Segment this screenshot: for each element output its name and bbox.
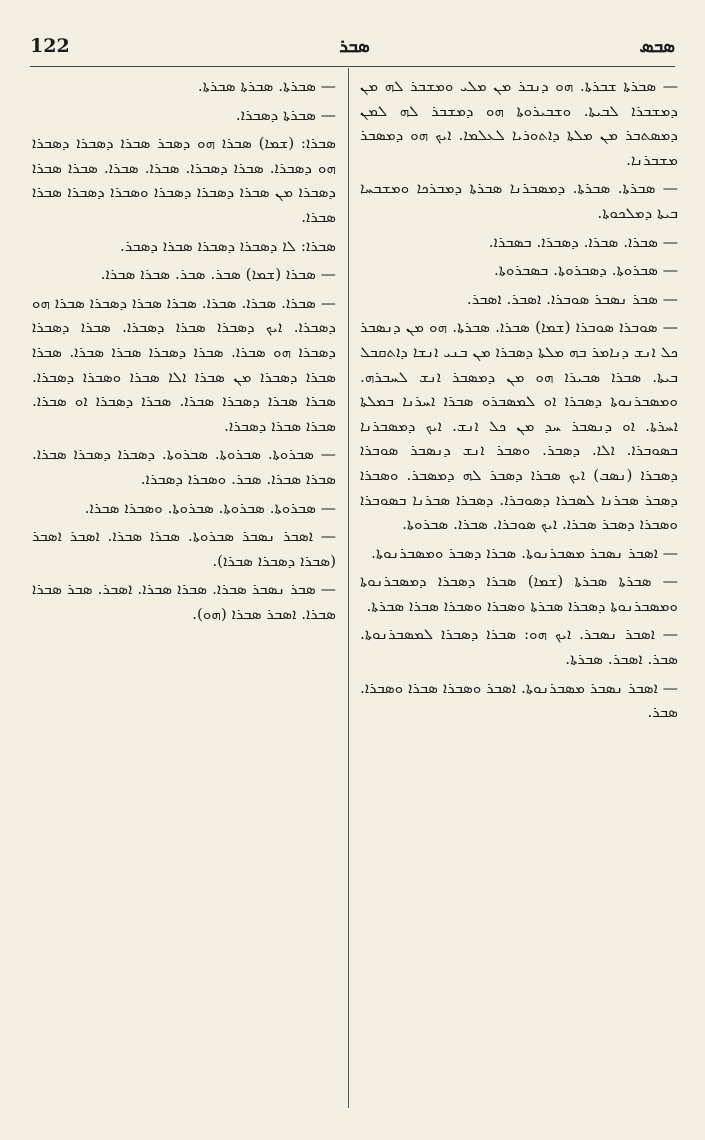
dictionary-entry: — ܣܒܪ ܢܣܒܪ ܣܘܒܪܐ. ܐܣܒܪ. ܐܣܒܪ.: [466, 289, 678, 308]
dictionary-entry: — ܣܒܪܘܬܐ. ܣܒܪܘܬܐ. ܣܒܪܘܬܐ. ܘܣܒܪܐ ܣܒܪܐ.: [84, 498, 336, 517]
right-column: [360, 74, 678, 729]
running-head-center: ܣܒܪ: [339, 35, 370, 57]
page-header: [30, 26, 675, 66]
dictionary-entry: — ܐܣܒܪ ܢܣܒܪ ܡܣܒܪܢܘܬܐ. ܣܒܪܐ ܕܣܒܪ ܘܡܣܒܪܢܘܬܐ.: [371, 543, 678, 562]
header-rule: [30, 66, 675, 67]
dictionary-entry: — ܣܒܪܬܐ. ܣܒܪܬܐ. ܕܡܣܒܪܢܐ ܣܒܪܬܐ ܕܡܒܪܟܐ ܘܡܫܒܚܐ ܒܝܬܐ ܕܡܠܟܘܬܐ.: [360, 179, 678, 222]
dictionary-entry: — ܣܒܪܘܬܐ. ܣܒܪܘܬܐ. ܣܒܪܘܬܐ. ܕܣܒܪܐ ܕܣܒܪܐ ܣܒܪܐ. ܣܒܪܐ ܣܒܪܐ. ܣܒܪ. ܘܣܒܪܐ ܕܣܒܪܐ.: [32, 445, 336, 488]
running-head-right: ܣܒܣ: [639, 35, 675, 57]
dictionary-entry: — ܐܣܒܪ ܢܣܒܪ ܡܣܒܪܢܘܬܐ. ܐܣܒܪ ܘܣܒܪܐ ܣܒܪܐ ܘܣܒܪܐ. ܣܒܪ.: [360, 678, 678, 722]
dictionary-entry: — ܣܒܪܬܐ ܕܣܒܪܐ.: [235, 105, 336, 124]
dictionary-entry: — ܣܒܪܬܐ ܫܒܪܬܐ. ܗܘ ܕܢܒܪ ܡܢ ܡܠܝ ܘܡܫܒܪ ܠܗ ܡܢ ܕܡܫܒܪܐ ܠܒܝܬܐ. ܘܫܒܝܪܘܬܐ ܗܘ ܕܡܫܒܪ ܠܗ ܠܡܢ ܕܡܣܬܒܪ ܡܢ ܡܠܬܐ ܕܐܬܘܪܝܐ ܠܥܠܡܐ. ܐܝܟ ܗܘ ܕܡܣܒܪ ܡܫܒܪܢܐ.: [360, 77, 678, 169]
dictionary-entry: — ܐܣܒܪ ܢܣܒܪ. ܐܝܟ ܗܘ: ܣܒܪܐ ܕܣܒܪܐ ܠܡܣܒܪܢܘܬܐ. ܣܒܪ. ܐܣܒܪ. ܣܒܪܬܐ.: [360, 625, 678, 669]
left-column: [32, 74, 336, 630]
dictionary-entry: — ܣܒܪܐ. ܣܒܪܐ. ܣܒܪܐ. ܣܒܪܐ ܣܒܪܐ ܕܣܒܪܐ ܣܒܪܐ ܗܘ ܕܣܒܪܐ. ܐܝܟ ܕܣܒܪܐ ܣܒܪܐ ܕܣܒܪܐ. ܣܒܪܐ ܕܣܒܪܐ ܕܣܒܪܐ ܗܘ ܣܒܪܐ. ܣܒܪܐ ܕܣܒܪܐ ܣܒܪܐ ܣܒܪܐ. ܣܒܪܐ ܣܒܪܐ ܕܣܒܪܐ ܡܢ ܣܒܪܐ ܐܠܐ ܣܒܪܐ ܘܣܒܪܐ ܕܣܒܪܐ. ܣܒܪܐ ܣܒܪܐ ܕܣܒܪܐ ܣܒܪܐ. ܣܒܪܐ ܕܣܒܪܐ ܐܘ ܣܒܪܐ. ܣܒܪܐ ܣܒܪܐ ܕܣܒܪܐ.: [32, 293, 336, 435]
dictionary-entry: — ܣܒܪܐ. ܣܒܪܐ. ܕܣܒܪܐ. ܒܣܒܪܐ.: [488, 232, 678, 251]
dictionary-entry: — ܣܒܪ ܢܣܒܪ ܣܒܪܐ. ܣܒܪܐ ܣܒܪܐ. ܐܣܒܪ. ܣܒܪ ܣܒܪܐ ܣܒܪܐ. ܐܣܒܪ ܣܒܪܐ (ܗܘ).: [32, 580, 336, 623]
dictionary-entry: ܣܒܪܐ: (ܫܡܐ) ܣܒܪܐ ܗܘ ܕܣܒܪ ܣܒܪܐ ܕܣܒܪܐ ܕܣܒܪܐ ܗܘ ܕܣܒܪܐ. ܣܒܪܐ ܕܣܒܪܐ. ܣܒܪܐ. ܣܒܪܐ. ܣܒܪܐ ܣܒܪܐ ܕܣܒܪܐ ܡܢ ܣܒܪܐ ܕܣܒܪܐ ܕܣܒܪܐ ܘܣܒܪܐ ܕܣܒܪܐ ܣܒܪܐ ܣܒܪܐ.: [32, 134, 336, 226]
page-number: 122: [30, 35, 70, 57]
dictionary-entry: — ܣܒܪܐ (ܫܡܐ) ܣܒܪ. ܣܒܪ. ܣܒܪܐ ܣܒܪܐ.: [100, 265, 336, 284]
dictionary-entry: — ܣܒܪܬܐ ܣܒܪܬܐ (ܫܡܐ) ܣܒܪܐ ܕܣܒܪܐ ܕܡܣܒܪܢܘܬܐ ܘܡܣܒܪܢܘܬܐ ܕܣܒܪܐ ܣܒܪܬܐ ܘܣܒܪܐ ܘܣܒܪܐ ܣܒܪܐ ܣܒܪܬܐ.: [360, 572, 678, 615]
dictionary-entry: ܣܒܪܐ: ܠܐ ܕܣܒܪܐ ܕܣܒܪܐ ܣܒܪܐ ܕܣܒܪ.: [120, 236, 336, 255]
dictionary-entry: — ܣܒܪܬܐ. ܣܒܪܬܐ ܣܒܪܬܐ.: [197, 77, 336, 95]
dictionary-entry: — ܣܒܪܘܬܐ. ܕܣܒܪܘܬܐ. ܒܣܒܪܘܬܐ.: [493, 261, 678, 280]
dictionary-entry: — ܣܘܒܪܐ ܣܘܒܪܐ (ܫܡܐ) ܣܒܪܐ. ܣܒܪܬܐ. ܗܘ ܡܢ ܕܢܣܒܪ ܟܠ ܐܢܫ ܕܢܐܡܪ ܒܗ ܡܠܬܐ ܕܣܒܪܐ ܡܢ ܒܢܝ ܐܢܫܐ ܕܐܬܩܒܠ ܒܝܬܐ. ܣܒܪܐ ܣܒܝܪܐ ܗܘ ܡܢ ܕܡܣܒܪ ܐܢܫ ܠܚܒܪܗ. ܘܡܣܒܪܢܘܬܐ ܕܣܒܪܐ ܐܘ ܠܡܣܒܪܘ ܣܒܪܐ ܐܚܪܢܐ ܒܡܠܬܐ ܐܚܪܬܐ. ܐܘ ܕܢܣܒܪ ܚܕ ܡܢ ܟܠ ܐܢܫ. ܐܝܟ ܕܡܣܒܪܢܐ ܒܣܘܒܪܐ. ܐܠܐ. ܕܣܒܪ. ܘܣܒܪ ܐܢܫ ܕܢܣܒܪ ܣܘܒܪܐ ܕܣܒܪܐ (ܢܣܒ) ܐܝܟ ܣܒܪܐ ܕܣܒܪ ܠܗ ܕܡܣܒܪ. ܘܣܒܪܐ ܕܣܒܪ ܣܒܪܢܐ ܠܣܒܪܐ ܕܣܘܒܪܐ. ܕܣܒܪܐ ܣܒܪܢܐ ܒܣܘܒܪܐ ܘܣܒܪܐ ܕܣܒܪ ܣܒܪܐ. ܐܝܟ ܣܘܒܪܐ. ܣܒܪܐ. ܣܒܪܘܬܐ.: [360, 318, 678, 534]
column-divider: [348, 68, 349, 1108]
dictionary-entry: — ܐܣܒܪ ܢܣܒܪ ܣܒܪܘܬܐ. ܣܒܪܐ ܣܒܪܐ. ܐܣܒܪ ܐܣܒܪ (ܣܒܪܐ ܕܣܒܪܐ ܣܒܪܐ).: [32, 527, 336, 570]
